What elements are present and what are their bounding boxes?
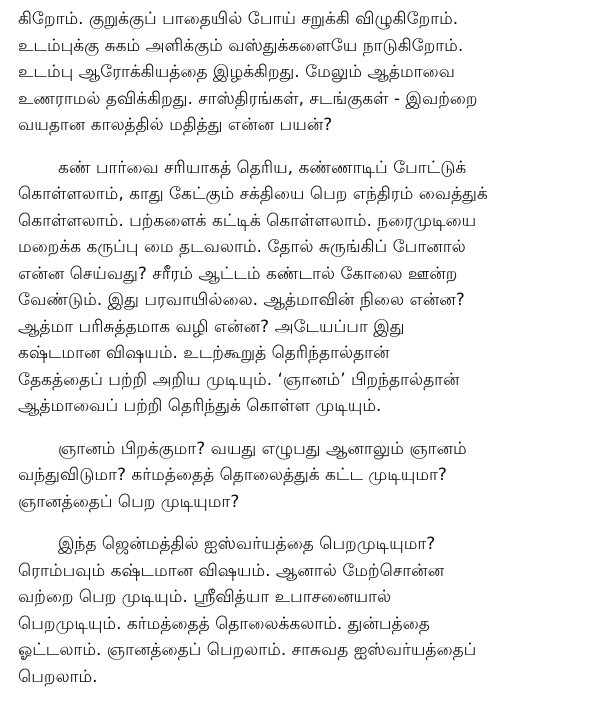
text-line: கொள்ளலாம், காது கேட்கும் சக்தியை பெற எந்திரம் வைத்துக்	[18, 184, 488, 204]
paragraph-3	[18, 436, 588, 516]
text-line: உணராமல் தவிக்கிறது. சாஸ்திரங்கள், சடங்குகள் - இவற்றை	[18, 88, 478, 109]
paragraph-2	[18, 155, 588, 420]
text-line: ஓட்டலாம். ஞானத்தைப் பெறலாம். சாசுவத ஐஸ்வர்யத்தைப்	[18, 640, 477, 660]
text-line: வந்துவிடுமா? கர்மத்தைத் தொலைத்துக் கட்ட முடியுமா?	[18, 465, 447, 485]
text-line: உடம்புக்கு சுகம் அளிக்கும் வஸ்துக்களையே நாடுகிறோம்.	[18, 35, 464, 56]
text-line: பெறலாம்.	[18, 666, 98, 687]
text-line: ஆத்மாவைப் பற்றி தெரிந்துக் கொள்ள முடியும்.	[18, 396, 382, 416]
text-line: வயதான காலத்தில் மதித்து என்ன பயன்?	[18, 115, 333, 135]
text-line: ஆத்மா பரிசுத்தமாக வழி என்ன? அடேயப்பா இது	[18, 316, 405, 337]
paragraph-4	[18, 531, 588, 690]
text-line: கண் பார்வை சரியாகத் தெரிய, கண்ணாடிப் போட்டுக்	[58, 157, 467, 178]
text-line: மறைக்க கருப்பு மை தடவலாம். தோல் சுருங்கிப் போனால்	[18, 237, 466, 257]
text-line: இந்த ஜென்மத்தில் ஐஸ்வர்யத்தை பெறமுடியுமா?	[58, 534, 436, 554]
text-line: கொள்ளலாம். பற்களைக் கட்டிக் கொள்ளலாம். நரைமுடியை	[18, 210, 477, 231]
text-line: கஷ்டமான விஷயம். உடற்கூறுத் தெரிந்தால்தான்	[18, 343, 390, 363]
text-line: கிறோம். குறுக்குப் பாதையில் போய் சறுக்கி விழுகிறோம்.	[18, 9, 459, 29]
text-line: தேகத்தைப் பற்றி அறிய முடியும். ‘ஞானம்’ பிறந்தால்தான்	[18, 369, 460, 390]
text-line: பெறமுடியும். கர்மத்தைத் தொலைக்கலாம். துன்பத்தை	[18, 613, 430, 634]
text-line: ஞானம் பிறக்குமா? வயது எழுபது ஆனாலும் ஞானம்	[58, 438, 467, 459]
text-line: உடம்பு ஆரோக்கியத்தை இழக்கிறது. மேலும் ஆத்மாவை	[18, 62, 455, 82]
text-line: என்ன செய்வது? சரீரம் ஆட்டம் கண்டால் கோலை ஊன்ற	[18, 263, 458, 284]
text-line: வேண்டும். இது பரவாயில்லை. ஆத்மாவின் நிலை என்ன?	[18, 290, 465, 310]
text-line: ரொம்பவும் கஷ்டமான விஷயம். ஆனால் மேற்சொன்ன	[18, 560, 445, 581]
text-line: வற்றை பெற முடியும். ஸ்ரீவித்யா உபாசனையால்	[18, 587, 392, 607]
paragraph-1	[18, 6, 588, 139]
text-line: ஞானத்தைப் பெற முடியுமா?	[18, 491, 240, 512]
